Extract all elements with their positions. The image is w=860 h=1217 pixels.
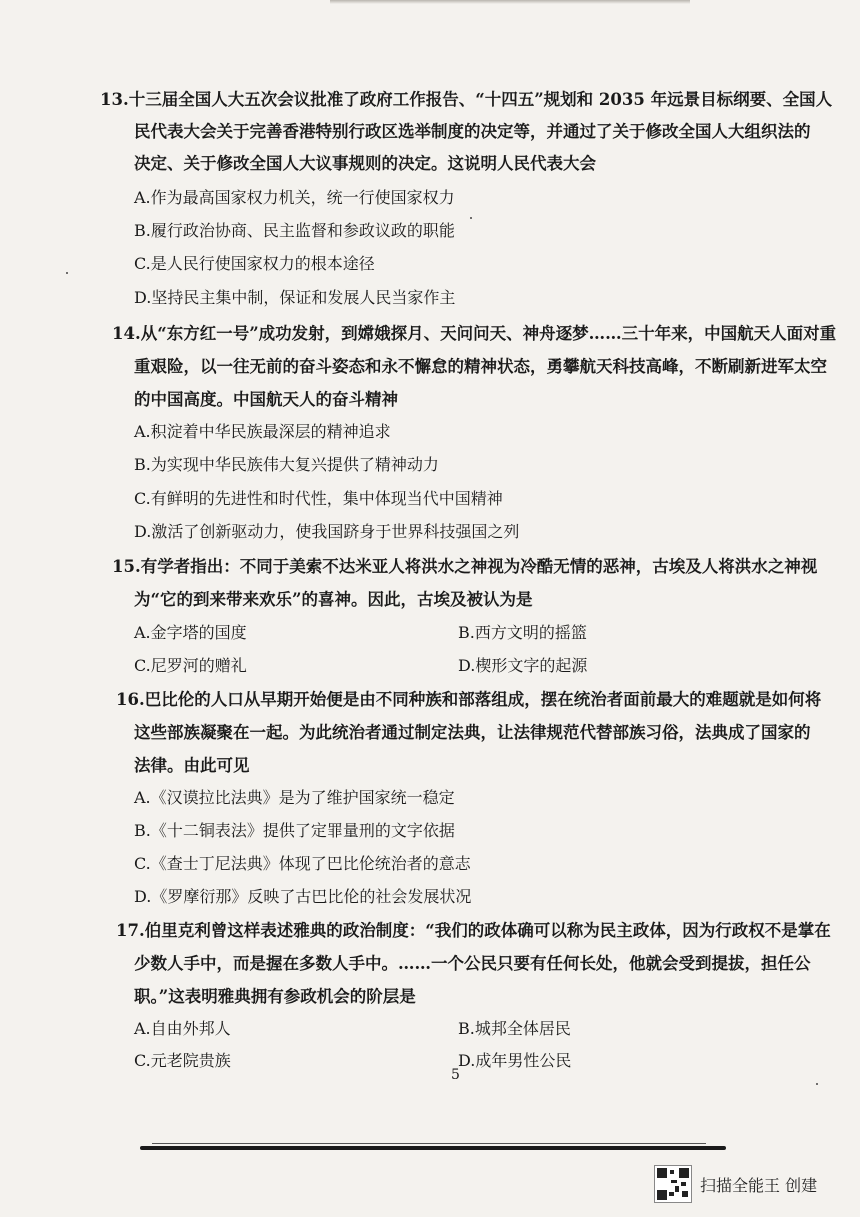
- option-a: A.作为最高国家权力机关，统一行使国家权力: [134, 188, 455, 207]
- option-a: A.自由外邦人: [134, 1019, 231, 1038]
- question-text-line: 的中国高度。中国航天人的奋斗精神: [134, 390, 398, 409]
- question-text-line: 为“它的到来带来欢乐”的喜神。因此，古埃及被认为是: [134, 590, 533, 609]
- option-c: C.是人民行使国家权力的根本途径: [134, 254, 375, 273]
- question-text-line: 这些部族凝聚在一起。为此统治者通过制定法典，让法律规范代替部族习俗，法典成了国家的: [134, 723, 811, 742]
- bottom-divider: [140, 1146, 726, 1150]
- scan-speck: [66, 272, 68, 274]
- option-d: D.激活了创新驱动力，使我国跻身于世界科技强国之列: [134, 522, 520, 541]
- question-text-line: 职。”这表明雅典拥有参政机会的阶层是: [134, 987, 416, 1006]
- scanner-watermark: [654, 1164, 854, 1204]
- question-text-line: 决定、关于修改全国人大议事规则的决定。这说明人民代表大会: [134, 154, 596, 173]
- question-text-line: 17.伯里克利曾这样表述雅典的政治制度：“我们的政体确可以称为民主政体，因为行政权不是掌在: [116, 921, 831, 940]
- scan-edge: [330, 0, 690, 4]
- option-b: B.西方文明的摇篮: [458, 623, 587, 642]
- question-text-line: 少数人手中，而是握在多数人手中。……一个公民只要有任何长处，他就会受到提拔，担任公: [134, 954, 811, 973]
- option-c: C.有鲜明的先进性和时代性，集中体现当代中国精神: [134, 489, 503, 508]
- qr-code-icon: [654, 1165, 692, 1203]
- option-d: D.坚持民主集中制，保证和发展人民当家作主: [134, 288, 456, 307]
- option-c: C.元老院贵族: [134, 1051, 231, 1070]
- option-b: B.履行政治协商、民主监督和参政议政的职能: [134, 221, 455, 240]
- question-text-line: 16.巴比伦的人口从早期开始便是由不同种族和部落组成，摆在统治者面前最大的难题就是如何将: [116, 690, 822, 709]
- scan-speck: [816, 1083, 818, 1085]
- scan-speck: [470, 217, 472, 219]
- option-a: A.金字塔的国度: [134, 623, 247, 642]
- option-d: D.成年男性公民: [458, 1051, 572, 1070]
- question-text-line: 14.从“东方红一号”成功发射，到嫦娥探月、天问问天、神舟逐梦……三十年来，中国航天人面对重: [112, 324, 837, 343]
- option-a: A.《汉谟拉比法典》是为了维护国家统一稳定: [134, 788, 455, 807]
- question-text-line: 15.有学者指出：不同于美索不达米亚人将洪水之神视为冷酷无情的恶神，古埃及人将洪水之神视: [112, 557, 818, 576]
- option-d: D.《罗摩衍那》反映了古巴比伦的社会发展状况: [134, 887, 472, 906]
- option-d: D.楔形文字的起源: [458, 656, 588, 675]
- option-b: B.城邦全体居民: [458, 1019, 571, 1038]
- question-text-line: 民代表大会关于完善香港特别行政区选举制度的决定等，并通过了关于修改全国人大组织法的: [134, 122, 811, 141]
- watermark-text: 扫描全能王 创建: [700, 1175, 818, 1195]
- option-b: B.为实现中华民族伟大复兴提供了精神动力: [134, 455, 439, 474]
- option-c: C.《查士丁尼法典》体现了巴比伦统治者的意志: [134, 854, 471, 873]
- option-b: B.《十二铜表法》提供了定罪量刑的文字依据: [134, 821, 455, 840]
- option-c: C.尼罗河的赠礼: [134, 656, 247, 675]
- question-text-line: 13.十三届全国人大五次会议批准了政府工作报告、“十四五”规划和 2035 年远景目标纲要、全国人: [100, 90, 833, 109]
- option-a: A.积淀着中华民族最深层的精神追求: [134, 422, 391, 441]
- question-text-line: 法律。由此可见: [134, 756, 250, 775]
- question-text-line: 重艰险，以一往无前的奋斗姿态和永不懈怠的精神状态，勇攀航天科技高峰，不断刷新进军太空: [134, 357, 827, 376]
- page-number: 5: [451, 1067, 460, 1083]
